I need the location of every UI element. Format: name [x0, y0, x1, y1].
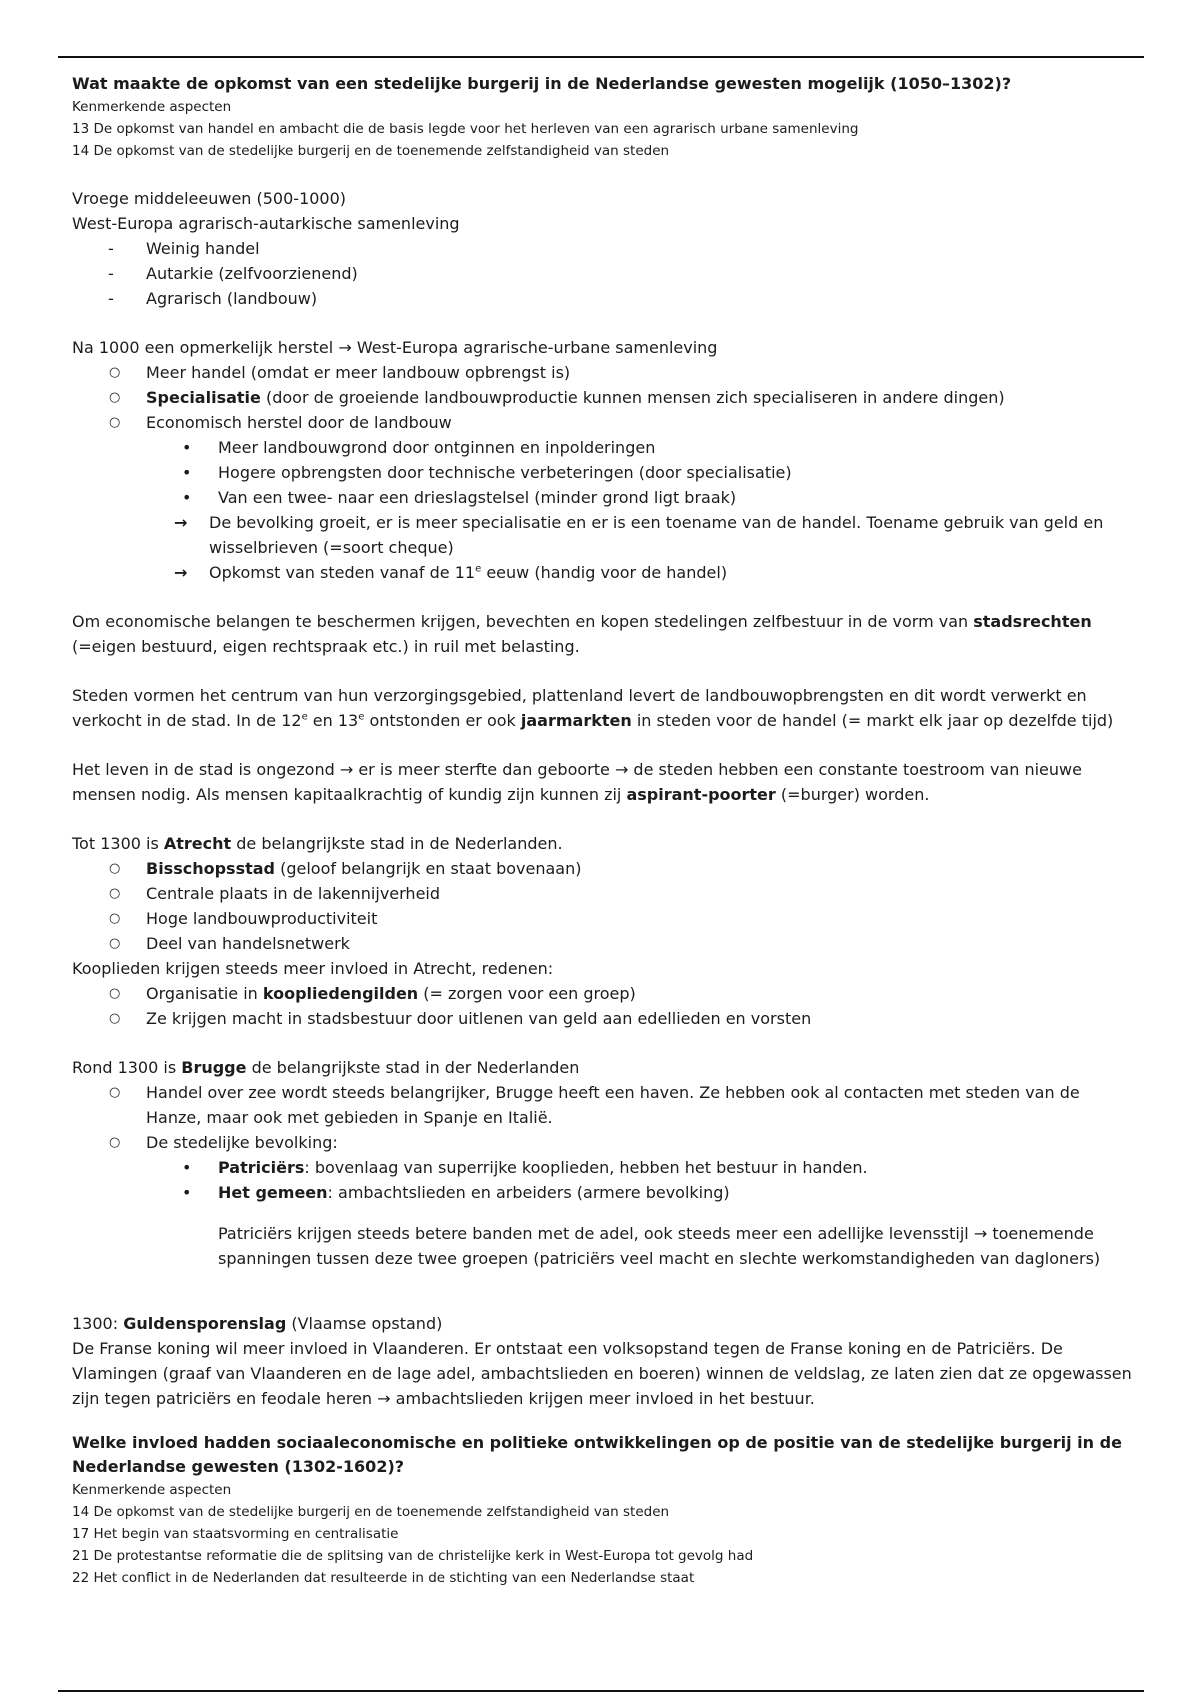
list-item: ○ Centrale plaats in de lakennijverheid — [72, 881, 1132, 906]
brugge-intro: Rond 1300 is Brugge de belangrijkste stad in der Nederlanden — [72, 1058, 580, 1077]
top-rule — [58, 56, 1144, 58]
circle-bullet-icon: ○ — [109, 1135, 121, 1150]
arrow-icon: → — [174, 563, 188, 582]
paragraph-stadsrechten: Om economische belangen te beschermen krijgen, bevechten en kopen stedelingen zelfbestuur in de vorm van stadsrechten (=eigen bestuurd, eigen rechtspraak etc.) in ruil met belasting. — [72, 612, 1092, 656]
paragraph-jaarmarkten: Steden vormen het centrum van hun verzorgingsgebied, plattenland levert de landbouwopbrengsten en dit wordt verwerkt en verkocht in de stad. In de 12e en 13e ontstonden er ook jaarmarkten in steden voor de handel (= markt elk jaar op dezelfde tijd) — [72, 686, 1114, 730]
list-item: ○ Specialisatie (door de groeiende landbouwproductie kunnen mensen zich specialiseren in andere dingen) — [72, 385, 1132, 410]
circle-bullet-icon: ○ — [109, 1085, 121, 1100]
list-item: ○ Organisatie in koopliedengilden (= zorgen voor een groep) — [72, 981, 1132, 1006]
section-1-heading: Wat maakte de opkomst van een stedelijke burgerij in de Nederlandse gewesten mogelijk (1050–1302)? — [72, 74, 1012, 93]
arrow-icon: → — [377, 1389, 391, 1408]
list-item: ○ Bisschopsstad (geloof belangrijk en staat bovenaan) — [72, 856, 1132, 881]
section-2-heading: Welke invloed hadden sociaaleconomische en politieke ontwikkelingen op de positie van de stedelijke burgerij in de Nederlandse gewesten (1302-1602)? — [72, 1433, 1122, 1476]
section-1-aspect: 13 De opkomst van handel en ambacht die de basis legde voor het herleven van een agrarisch urbane samenleving — [72, 121, 859, 137]
circle-bullet-icon: ○ — [109, 986, 121, 1001]
section-2-aspect: 14 De opkomst van de stedelijke burgerij en de toenemende zelfstandigheid van steden — [72, 1504, 670, 1520]
na1000-intro: Na 1000 een opmerkelijk herstel → West-Europa agrarische-urbane samenleving — [72, 338, 718, 357]
arrow-icon: → — [174, 513, 188, 532]
list-item: ○ De stedelijke bevolking: — [72, 1130, 1132, 1155]
paragraph-poorter: Het leven in de stad is ongezond → er is meer sterfte dan geboorte → de steden hebben een constante toestroom van nieuwe mensen nodig. Als mensen kapitaalkrachtig of kundig zijn kunnen zij aspirant-poorter (=burger) worden. — [72, 760, 1082, 804]
list-item: • Het gemeen: ambachtslieden en arbeiders (armere bevolking) — [72, 1180, 1132, 1205]
guldensporenslag-text: De Franse koning wil meer invloed in Vlaanderen. Er ontstaat een volksopstand tegen de Franse koning en de Patriciërs. De Vlamingen (graaf van Vlaanderen en de lage adel, ambachtslieden en boeren) winnen de veldslag, ze laten zien dat ze opgewassen zijn tegen patriciërs en feodale heren → ambachtslieden krijgen meer invloed in het bestuur. — [72, 1339, 1132, 1408]
circle-bullet-icon: ○ — [109, 911, 121, 926]
list-item: • Hogere opbrengsten door technische verbeteringen (door specialisatie) — [72, 460, 1132, 485]
list-item: ○ Ze krijgen macht in stadsbestuur door uitlenen van geld aan edellieden en vorsten — [72, 1006, 1132, 1031]
list-item: • Meer landbouwgrond door ontginnen en inpolderingen — [72, 435, 1132, 460]
section-2-aspect: 22 Het conflict in de Nederlanden dat resulteerde in de stichting van een Nederlandse staat — [72, 1570, 695, 1586]
section-2-aspect: 17 Het begin van staatsvorming en centralisatie — [72, 1526, 399, 1542]
circle-bullet-icon: ○ — [109, 861, 121, 876]
circle-bullet-icon: ○ — [109, 886, 121, 901]
guldensporenslag-title: 1300: Guldensporenslag (Vlaamse opstand) — [72, 1314, 443, 1333]
bullet-icon: • — [182, 463, 192, 482]
list-item: ○ Hoge landbouwproductiviteit — [72, 906, 1132, 931]
kooplieden-list — [72, 981, 1132, 1031]
vroege-list — [72, 236, 1132, 311]
document-page — [72, 72, 1132, 1589]
result-list — [72, 510, 1132, 585]
list-item: • Patriciërs: bovenlaag van superrijke kooplieden, hebben het bestuur in handen. — [72, 1155, 1132, 1180]
atrecht-intro: Tot 1300 is Atrecht de belangrijkste stad in de Nederlanden. — [72, 834, 563, 853]
circle-bullet-icon: ○ — [109, 415, 121, 430]
list-item: ○ Deel van handelsnetwerk — [72, 931, 1132, 956]
list-item: → Opkomst van steden vanaf de 11e eeuw (handig voor de handel) — [72, 560, 1132, 585]
patriciers-continuation: Patriciërs krijgen steeds betere banden met de adel, ook steeds meer een adellijke levensstijl → toenemende spanningen tussen deze twee groepen (patriciërs veel macht en slechte werkomstandigheden van dagloners) — [218, 1224, 1101, 1268]
bullet-icon: • — [182, 1158, 192, 1177]
list-item: - Agrarisch (landbouw) — [72, 286, 1132, 311]
kooplieden-intro: Kooplieden krijgen steeds meer invloed in Atrecht, redenen: — [72, 959, 554, 978]
bullet-icon: • — [182, 488, 192, 507]
list-item: ○ Economisch herstel door de landbouw — [72, 410, 1132, 435]
arrow-icon: → — [339, 760, 354, 779]
na1000-list — [72, 360, 1132, 435]
list-item: - Weinig handel — [72, 236, 1132, 261]
dash-marker: - — [108, 289, 114, 308]
bevolking-sublist — [72, 1155, 1132, 1205]
dash-marker: - — [108, 239, 114, 258]
list-item: ○ Meer handel (omdat er meer landbouw opbrengst is) — [72, 360, 1132, 385]
circle-bullet-icon: ○ — [109, 936, 121, 951]
vroege-title: Vroege middeleeuwen (500-1000) — [72, 189, 347, 208]
vroege-subtitle: West-Europa agrarisch-autarkische samenleving — [72, 214, 460, 233]
arrow-icon: → — [973, 1224, 988, 1243]
bullet-icon: • — [182, 1183, 192, 1202]
brugge-list — [72, 1080, 1132, 1155]
section-1-kenmerkende-label: Kenmerkende aspecten — [72, 99, 232, 115]
circle-bullet-icon: ○ — [109, 1011, 121, 1026]
section-2-kenmerkende-label: Kenmerkende aspecten — [72, 1482, 232, 1498]
arrow-icon: → — [614, 760, 629, 779]
arrow-icon: → — [338, 338, 352, 357]
section-1-aspect: 14 De opkomst van de stedelijke burgerij en de toenemende zelfstandigheid van steden — [72, 143, 670, 159]
landbouw-sublist — [72, 435, 1132, 510]
section-2-aspect: 21 De protestantse reformatie die de splitsing van de christelijke kerk in West-Europa tot gevolg had — [72, 1548, 754, 1564]
atrecht-list — [72, 856, 1132, 956]
circle-bullet-icon: ○ — [109, 390, 121, 405]
bullet-icon: • — [182, 438, 192, 457]
list-item: ○ Handel over zee wordt steeds belangrijker, Brugge heeft een haven. Ze hebben ook al contacten met steden van de Hanze, maar ook met gebieden in Spanje en Italië. — [72, 1080, 1132, 1130]
bottom-rule — [58, 1690, 1144, 1692]
list-item: - Autarkie (zelfvoorzienend) — [72, 261, 1132, 286]
list-item: • Van een twee- naar een drieslagstelsel (minder grond ligt braak) — [72, 485, 1132, 510]
dash-marker: - — [108, 264, 114, 283]
circle-bullet-icon: ○ — [109, 365, 121, 380]
list-item: → De bevolking groeit, er is meer specialisatie en er is een toename van de handel. Toename gebruik van geld en wisselbrieven (=soort cheque) — [72, 510, 1132, 560]
